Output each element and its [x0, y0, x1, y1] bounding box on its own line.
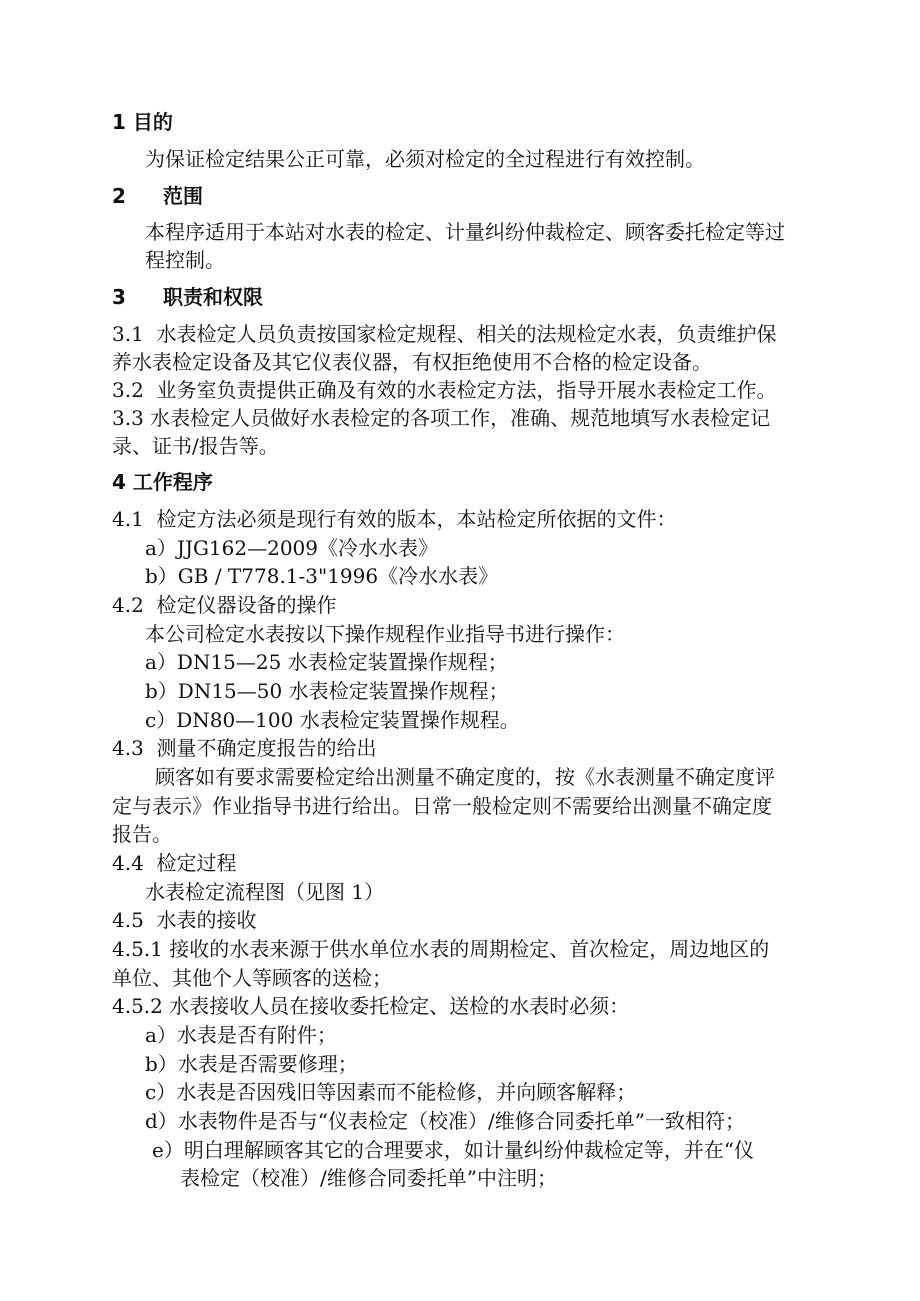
clause-4-1: 4.1 检定方法必须是现行有效的版本，本站检定所依据的文件：	[112, 507, 677, 531]
clause-4-4-text: 水表检定流程图（见图 1）	[145, 880, 385, 904]
clause-4-5-2-item-b: b）水表是否需要修理；	[145, 1052, 358, 1076]
clause-4-5-2: 4.5.2 水表接收人员在接收委托检定、送检的水表时必须：	[112, 994, 630, 1018]
clause-4-5-1-line-2: 单位、其他个人等顾客的送检；	[112, 966, 392, 990]
section-2-text-line-1: 本程序适用于本站对水表的检定、计量纠纷仲裁检定、顾客委托检定等过	[145, 220, 785, 244]
clause-4-4: 4.4 检定过程	[112, 851, 237, 875]
section-2-number: 2	[112, 184, 126, 208]
clause-4-5-2-item-c: c）水表是否因残旧等因素而不能检修，并向顾客解释；	[145, 1080, 637, 1104]
clause-4-2-intro: 本公司检定水表按以下操作规程作业指导书进行操作：	[145, 622, 625, 646]
section-2-heading: 范围	[163, 184, 203, 208]
clause-4-3-text-line-1: 顾客如有要求需要检定给出测量不确定度的，按《水表测量不确定度评	[155, 765, 775, 789]
clause-4-1-item-b: b）GB / T778.1-3"1996《冷水水表》	[145, 564, 499, 588]
clause-3-2: 3.2 业务室负责提供正确及有效的水表检定方法，指导开展水表检定工作。	[112, 378, 777, 402]
clause-4-3-text-line-2: 定与表示》作业指导书进行给出。日常一般检定则不需要给出测量不确定度	[112, 794, 772, 818]
clause-4-3: 4.3 测量不确定度报告的给出	[112, 736, 377, 760]
clause-4-5-2-item-e-line-2: 表检定（校准）/维修合同委托单”中注明；	[180, 1166, 557, 1190]
clause-4-5-2-item-a: a）水表是否有附件；	[145, 1023, 337, 1047]
clause-4-5: 4.5 水表的接收	[112, 908, 257, 932]
clause-4-5-1-line-1: 4.5.1 接收的水表来源于供水单位水表的周期检定、首次检定，周边地区的	[112, 937, 770, 961]
clause-4-2: 4.2 检定仪器设备的操作	[112, 593, 337, 617]
clause-4-1-item-a: a）JJG162—2009《冷水水表》	[145, 536, 439, 560]
clause-3-3-line-1: 3.3 水表检定人员做好水表检定的各项工作，准确、规范地填写水表检定记	[112, 406, 771, 430]
clause-4-5-2-item-d: d）水表物件是否与“仪表检定（校准）/维修合同委托单”一致相符；	[145, 1109, 745, 1133]
clause-3-1-line-2: 养水表检定设备及其它仪表仪器，有权拒绝使用不合格的检定设备。	[112, 350, 712, 374]
section-1-text: 为保证检定结果公正可靠，必须对检定的全过程进行有效控制。	[145, 147, 705, 171]
clause-4-2-item-b: b）DN15—50 水表检定装置操作规程；	[145, 679, 509, 703]
section-3-number: 3	[112, 285, 126, 309]
clause-4-3-text-line-3: 报告。	[112, 822, 172, 846]
section-4-heading: 4 工作程序	[112, 470, 213, 494]
section-2-text-line-2: 程控制。	[145, 248, 225, 272]
section-3-heading: 职责和权限	[163, 285, 263, 309]
section-1-heading: 1 目的	[112, 110, 173, 134]
clause-4-2-item-a: a）DN15—25 水表检定装置操作规程；	[145, 650, 508, 674]
clause-3-1-line-1: 3.1 水表检定人员负责按国家检定规程、相关的法规检定水表，负责维护保	[112, 322, 777, 346]
clause-4-2-item-c: c）DN80—100 水表检定装置操作规程。	[145, 708, 520, 732]
clause-4-5-2-item-e-line-1: e）明白理解顾客其它的合理要求，如计量纠纷仲裁检定等，并在“仪	[152, 1138, 755, 1162]
clause-3-3-line-2: 录、证书/报告等。	[112, 434, 279, 458]
